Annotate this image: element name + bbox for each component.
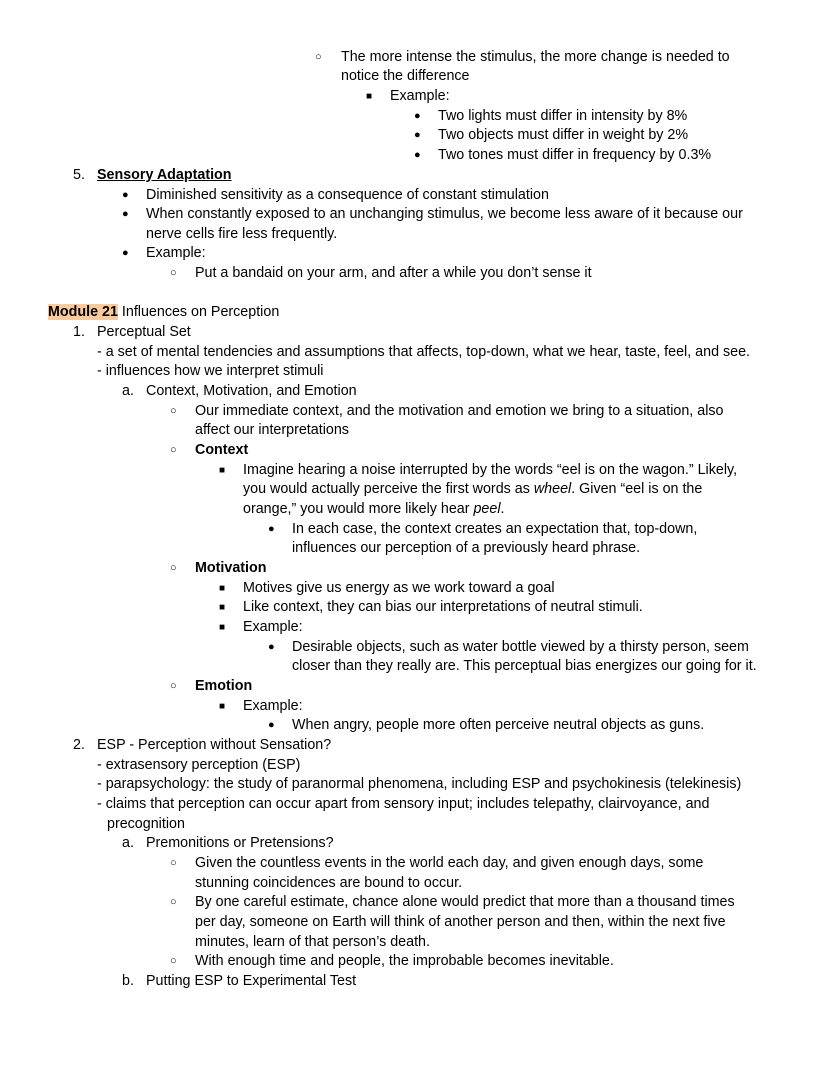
disc-bullet-icon: ●	[414, 129, 421, 141]
disc-bullet-icon: ●	[268, 719, 275, 731]
subsection-a-label: a.	[122, 383, 134, 399]
esp-def-1: - extrasensory perception (ESP)	[97, 757, 301, 773]
adaptation-heading: Sensory Adaptation	[97, 167, 232, 183]
disc-bullet-icon: ●	[414, 110, 421, 122]
square-bullet-icon: ■	[219, 583, 226, 594]
module-title: Influences on Perception	[117, 304, 280, 320]
motivation-sub-line-2: closer than they really are. This perceptual bias energizes our going for it.	[292, 658, 757, 674]
esp-point-2-line-3: minutes, learn of that person’s death.	[195, 934, 430, 950]
context-text-2a: you would actually perceive the first words as	[243, 481, 534, 497]
context-text-line-3	[243, 500, 504, 520]
adaptation-bullet-1: Diminished sensitivity as a consequence of constant stimulation	[146, 187, 549, 203]
circle-bullet-icon: ○	[170, 680, 177, 692]
adaptation-bullet-3: Example:	[146, 245, 206, 261]
emotion-heading: Emotion	[195, 678, 253, 694]
disc-bullet-icon: ●	[268, 641, 275, 653]
weber-line-2: notice the difference	[341, 68, 470, 84]
cme-intro-line-2: affect our interpretations	[195, 422, 349, 438]
adaptation-bullet-2-line-1: When constantly exposed to an unchanging stimulus, we become less aware of it because our	[146, 206, 743, 222]
motivation-item-3: Example:	[243, 619, 303, 635]
circle-bullet-icon: ○	[170, 562, 177, 574]
esp-a-label: a.	[122, 835, 134, 851]
disc-bullet-icon: ●	[122, 208, 129, 220]
esp-point-2-line-2: per day, someone on Earth will think of another person and then, within the next five	[195, 914, 726, 930]
context-text-line-2	[243, 480, 702, 500]
context-text-line-1: Imagine hearing a noise interrupted by the words “eel is on the wagon.” Likely,	[243, 462, 738, 478]
context-sub-line-2: influences our perception of a previously heard phrase.	[292, 540, 641, 556]
esp-number: 2.	[73, 737, 85, 753]
square-bullet-icon: ■	[219, 701, 226, 712]
emotion-item-1: Example:	[243, 698, 303, 714]
esp-point-2-line-1: By one careful estimate, chance alone would predict that more than a thousand times	[195, 894, 735, 910]
disc-bullet-icon: ●	[268, 523, 275, 535]
context-text-3a: orange,” you would more likely hear	[243, 501, 474, 517]
module-label: Module 21	[48, 304, 118, 320]
emotion-sub: When angry, people more often perceive neutral objects as guns.	[292, 717, 705, 733]
weber-item-3: Two tones must differ in frequency by 0.3%	[438, 147, 712, 163]
circle-bullet-icon: ○	[170, 955, 177, 967]
square-bullet-icon: ■	[366, 91, 373, 102]
context-text-3c: .	[500, 501, 505, 517]
circle-bullet-icon: ○	[170, 405, 177, 417]
context-heading: Context	[195, 442, 249, 458]
adaptation-example: Put a bandaid on your arm, and after a while you don’t sense it	[195, 265, 592, 281]
perceptual-set-heading: Perceptual Set	[97, 324, 191, 340]
motivation-sub-line-1: Desirable objects, such as water bottle viewed by a thirsty person, seem	[292, 639, 749, 655]
context-text-2c: . Given “eel is on the	[571, 481, 703, 497]
square-bullet-icon: ■	[219, 622, 226, 633]
circle-bullet-icon: ○	[170, 857, 177, 869]
square-bullet-icon: ■	[219, 465, 226, 476]
cme-intro-line-1: Our immediate context, and the motivation and emotion we bring to a situation, also	[195, 403, 724, 419]
esp-def-3-line-1: - claims that perception can occur apart from sensory input; includes telepathy, clairvoyance, and	[97, 796, 710, 812]
esp-point-1-line-1: Given the countless events in the world each day, and given enough days, some	[195, 855, 704, 871]
esp-point-1-line-2: stunning coincidences are bound to occur.	[195, 875, 463, 891]
square-bullet-icon: ■	[219, 602, 226, 613]
perceptual-set-def-2: - influences how we interpret stimuli	[97, 363, 324, 379]
weber-item-2: Two objects must differ in weight by 2%	[438, 127, 689, 143]
esp-def-2: - parapsychology: the study of paranormal phenomena, including ESP and psychokinesis (telekinesis)	[97, 776, 742, 792]
circle-bullet-icon: ○	[315, 51, 322, 63]
weber-example-label: Example:	[390, 88, 450, 104]
module-heading	[48, 303, 279, 323]
circle-bullet-icon: ○	[170, 444, 177, 456]
motivation-item-1: Motives give us energy as we work toward a goal	[243, 580, 555, 596]
subsection-a-heading: Context, Motivation, and Emotion	[146, 383, 357, 399]
esp-a-heading: Premonitions or Pretensions?	[146, 835, 334, 851]
motivation-item-2: Like context, they can bias our interpretations of neutral stimuli.	[243, 599, 643, 615]
context-text-3b: peel	[473, 501, 501, 517]
circle-bullet-icon: ○	[170, 896, 177, 908]
disc-bullet-icon: ●	[414, 149, 421, 161]
perceptual-set-number: 1.	[73, 324, 85, 340]
adaptation-number: 5.	[73, 167, 85, 183]
adaptation-bullet-2-line-2: nerve cells fire less frequently.	[146, 226, 338, 242]
esp-def-3-line-2: precognition	[107, 816, 185, 832]
esp-b-heading: Putting ESP to Experimental Test	[146, 973, 357, 989]
perceptual-set-def-1: - a set of mental tendencies and assumptions that affects, top-down, what we hear, taste, feel, and see.	[97, 344, 751, 360]
esp-point-3: With enough time and people, the improbable becomes inevitable.	[195, 953, 614, 969]
context-text-2b: wheel	[533, 481, 572, 497]
context-sub-line-1: In each case, the context creates an expectation that, top-down,	[292, 521, 698, 537]
disc-bullet-icon: ●	[122, 247, 129, 259]
esp-b-label: b.	[122, 973, 134, 989]
circle-bullet-icon: ○	[170, 267, 177, 279]
weber-line-1: The more intense the stimulus, the more change is needed to	[341, 49, 730, 65]
esp-heading: ESP - Perception without Sensation?	[97, 737, 332, 753]
weber-item-1: Two lights must differ in intensity by 8%	[438, 108, 688, 124]
motivation-heading: Motivation	[195, 560, 267, 576]
disc-bullet-icon: ●	[122, 189, 129, 201]
